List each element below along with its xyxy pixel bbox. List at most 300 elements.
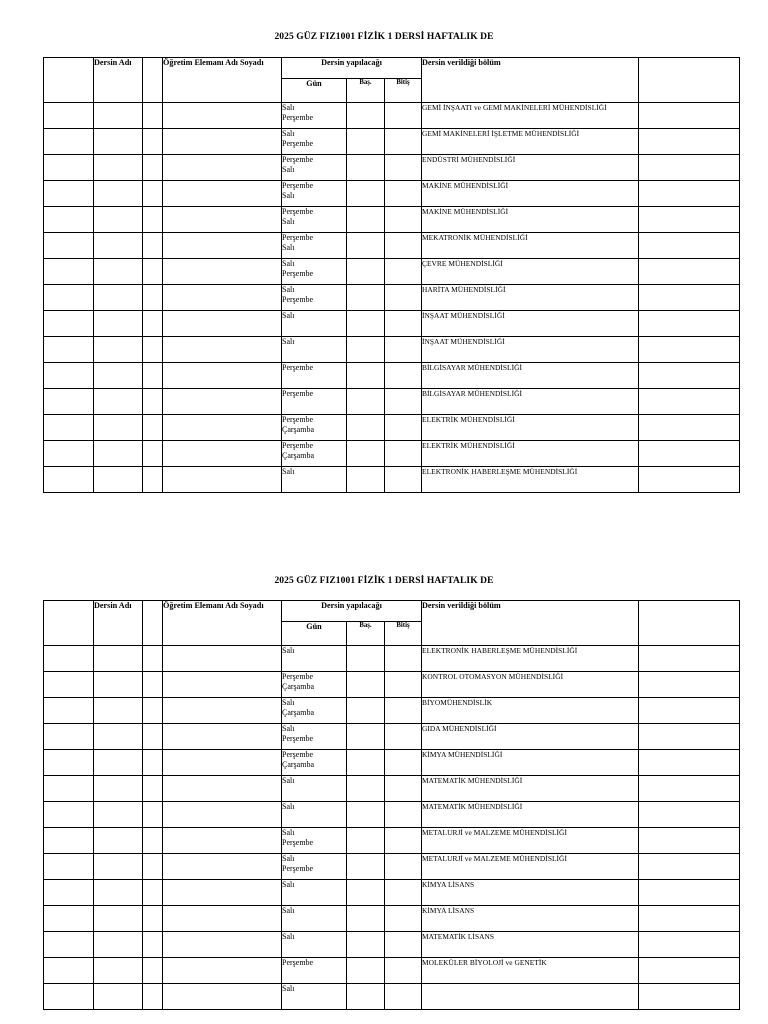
- cell-blank: [639, 259, 740, 285]
- cell-gun: [282, 958, 347, 984]
- department-name: ÇEVRE MÜHENDİSLİĞİ: [422, 259, 503, 268]
- cell-bolum: [422, 285, 639, 311]
- cell-bas: [347, 285, 385, 311]
- cell-blank: [143, 932, 163, 958]
- day-secondary: Perşembe: [282, 112, 314, 122]
- cell-ogretim: [163, 932, 282, 958]
- table-row: [44, 828, 740, 854]
- cell-blank: [44, 776, 94, 802]
- cell-blank: [639, 103, 740, 129]
- cell-blank: [44, 467, 94, 493]
- cell-blank: [44, 129, 94, 155]
- table-row: [44, 880, 740, 906]
- cell-bitis: [385, 337, 422, 363]
- cell-blank: [639, 776, 740, 802]
- cell-bas: [347, 698, 385, 724]
- table-row: [44, 337, 740, 363]
- day-primary: Salı: [282, 337, 295, 346]
- cell-bolum: [422, 441, 639, 467]
- cell-blank: [143, 103, 163, 129]
- day-primary: Salı: [282, 129, 295, 138]
- day-secondary: Perşembe: [282, 863, 314, 873]
- cell-blank: [639, 181, 740, 207]
- cell-blank: [639, 906, 740, 932]
- cell-ogretim: [163, 181, 282, 207]
- cell-gun: [282, 646, 347, 672]
- header-bas: Baş.: [347, 622, 385, 646]
- cell-blank: [639, 984, 740, 1010]
- cell-blank: [44, 802, 94, 828]
- cell-blank: [639, 337, 740, 363]
- cell-ders-adi: [94, 802, 143, 828]
- department-name: GIDA MÜHENDİSLİĞİ: [422, 724, 497, 733]
- cell-bolum: [422, 389, 639, 415]
- cell-bitis: [385, 672, 422, 698]
- cell-gun: [282, 441, 347, 467]
- cell-bolum: [422, 646, 639, 672]
- department-name: İNŞAAT MÜHENDİSLİĞİ: [422, 337, 505, 346]
- cell-bitis: [385, 207, 422, 233]
- header-bitis: Bitiş: [385, 622, 422, 646]
- cell-bolum: [422, 906, 639, 932]
- cell-bas: [347, 828, 385, 854]
- day-secondary: Salı: [282, 190, 295, 200]
- cell-blank: [44, 259, 94, 285]
- cell-blank: [143, 415, 163, 441]
- cell-bolum: [422, 337, 639, 363]
- day-secondary: Çarşamba: [282, 424, 314, 434]
- table-row: [44, 311, 740, 337]
- cell-gun: [282, 415, 347, 441]
- header-ders-adi: Dersin Adı: [94, 58, 143, 103]
- header-blank-1: [44, 601, 94, 646]
- cell-blank: [44, 984, 94, 1010]
- cell-ogretim: [163, 441, 282, 467]
- cell-ders-adi: [94, 724, 143, 750]
- table-row: [44, 698, 740, 724]
- cell-blank: [143, 155, 163, 181]
- cell-bitis: [385, 415, 422, 441]
- day-primary: Salı: [282, 828, 295, 837]
- department-name: GEMİ MAKİNELERİ İŞLETME MÜHENDİSLİĞİ: [422, 129, 580, 138]
- cell-blank: [143, 750, 163, 776]
- cell-ders-adi: [94, 441, 143, 467]
- cell-ders-adi: [94, 776, 143, 802]
- department-name: METALURJİ ve MALZEME MÜHENDİSLİĞİ: [422, 828, 567, 837]
- day-secondary: Çarşamba: [282, 450, 314, 460]
- department-name: KİMYA LİSANS: [422, 880, 475, 889]
- cell-blank: [639, 363, 740, 389]
- cell-ders-adi: [94, 958, 143, 984]
- cell-bas: [347, 415, 385, 441]
- table-row: [44, 415, 740, 441]
- day-primary: Salı: [282, 259, 295, 268]
- cell-gun: [282, 363, 347, 389]
- cell-blank: [639, 750, 740, 776]
- title-2: 2025 GÜZ FIZ1001 FİZİK 1 DERSİ HAFTALIK DE: [274, 576, 494, 586]
- department-name: BİLGİSAYAR MÜHENDİSLİĞİ: [422, 363, 523, 372]
- table-row: [44, 958, 740, 984]
- cell-gun: [282, 129, 347, 155]
- day-primary: Salı: [282, 285, 295, 294]
- cell-ders-adi: [94, 181, 143, 207]
- cell-bitis: [385, 698, 422, 724]
- day-primary: Salı: [282, 854, 295, 863]
- cell-blank: [639, 129, 740, 155]
- cell-bas: [347, 389, 385, 415]
- header-bas: Baş.: [347, 79, 385, 103]
- cell-bolum: [422, 259, 639, 285]
- table-body-2: [44, 646, 740, 1010]
- cell-bas: [347, 207, 385, 233]
- cell-blank: [44, 854, 94, 880]
- cell-bas: [347, 750, 385, 776]
- cell-bolum: [422, 207, 639, 233]
- table-row: [44, 389, 740, 415]
- department-name: MATEMATİK MÜHENDİSLİĞİ: [422, 802, 523, 811]
- cell-ders-adi: [94, 672, 143, 698]
- cell-ders-adi: [94, 854, 143, 880]
- cell-ogretim: [163, 984, 282, 1010]
- cell-blank: [44, 181, 94, 207]
- department-name: ENDÜSTRİ MÜHENDİSLİĞİ: [422, 155, 516, 164]
- cell-blank: [143, 958, 163, 984]
- table-row: [44, 672, 740, 698]
- cell-blank: [143, 467, 163, 493]
- department-name: BİYOMÜHENDİSLİK: [422, 698, 493, 707]
- cell-blank: [44, 750, 94, 776]
- department-name: HARİTA MÜHENDİSLİĞİ: [422, 285, 506, 294]
- department-name: ELEKTRİK MÜHENDİSLİĞİ: [422, 441, 515, 450]
- cell-bitis: [385, 311, 422, 337]
- cell-ders-adi: [94, 155, 143, 181]
- cell-blank: [639, 207, 740, 233]
- table-row: [44, 724, 740, 750]
- table-row: [44, 467, 740, 493]
- day-primary: Salı: [282, 467, 295, 476]
- cell-blank: [44, 932, 94, 958]
- cell-ogretim: [163, 389, 282, 415]
- cell-bitis: [385, 750, 422, 776]
- cell-ogretim: [163, 776, 282, 802]
- cell-gun: [282, 932, 347, 958]
- cell-blank: [44, 415, 94, 441]
- cell-ogretim: [163, 880, 282, 906]
- cell-bolum: [422, 880, 639, 906]
- table-row: [44, 363, 740, 389]
- cell-bolum: [422, 311, 639, 337]
- cell-bolum: [422, 672, 639, 698]
- cell-bitis: [385, 467, 422, 493]
- cell-blank: [639, 958, 740, 984]
- table-row: [44, 441, 740, 467]
- schedule-table-1: [43, 57, 740, 493]
- header-blank-1: [44, 58, 94, 103]
- day-primary: Salı: [282, 103, 295, 112]
- cell-bas: [347, 906, 385, 932]
- cell-bitis: [385, 181, 422, 207]
- cell-ogretim: [163, 854, 282, 880]
- cell-bas: [347, 854, 385, 880]
- cell-bolum: [422, 932, 639, 958]
- department-name: BİLGİSAYAR MÜHENDİSLİĞİ: [422, 389, 523, 398]
- cell-ogretim: [163, 958, 282, 984]
- table-row: [44, 285, 740, 311]
- cell-bas: [347, 337, 385, 363]
- cell-gun: [282, 233, 347, 259]
- day-secondary: Çarşamba: [282, 759, 314, 769]
- cell-ogretim: [163, 828, 282, 854]
- cell-blank: [44, 646, 94, 672]
- cell-blank: [44, 285, 94, 311]
- table-row: [44, 646, 740, 672]
- cell-blank: [639, 233, 740, 259]
- day-secondary: Çarşamba: [282, 707, 314, 717]
- day-primary: Perşembe: [282, 233, 314, 242]
- cell-bas: [347, 259, 385, 285]
- cell-ogretim: [163, 672, 282, 698]
- cell-blank: [143, 207, 163, 233]
- cell-bitis: [385, 646, 422, 672]
- cell-blank: [44, 103, 94, 129]
- cell-blank: [143, 776, 163, 802]
- day-primary: Perşembe: [282, 363, 314, 372]
- day-primary: Salı: [282, 646, 295, 655]
- table-row: [44, 181, 740, 207]
- cell-blank: [639, 389, 740, 415]
- cell-ogretim: [163, 724, 282, 750]
- cell-bolum: [422, 363, 639, 389]
- header-ogretim: Öğretim Elemanı Adı Soyadı: [163, 601, 282, 646]
- cell-blank: [143, 880, 163, 906]
- cell-bolum: [422, 984, 639, 1010]
- table-row: [44, 155, 740, 181]
- department-name: GEMİ İNŞAATI ve GEMİ MAKİNELERİ MÜHENDİSLİĞİ: [422, 103, 607, 112]
- cell-blank: [639, 646, 740, 672]
- cell-bitis: [385, 724, 422, 750]
- cell-bolum: [422, 155, 639, 181]
- cell-blank: [143, 259, 163, 285]
- cell-ders-adi: [94, 103, 143, 129]
- day-primary: Salı: [282, 311, 295, 320]
- day-primary: Salı: [282, 984, 295, 993]
- cell-bas: [347, 672, 385, 698]
- cell-bolum: [422, 103, 639, 129]
- cell-bolum: [422, 854, 639, 880]
- cell-blank: [639, 311, 740, 337]
- cell-ders-adi: [94, 207, 143, 233]
- cell-gun: [282, 259, 347, 285]
- cell-gun: [282, 285, 347, 311]
- table-row: [44, 802, 740, 828]
- header-bolum: Dersin verildiği bölüm: [422, 58, 639, 103]
- cell-blank: [44, 441, 94, 467]
- cell-bas: [347, 958, 385, 984]
- cell-bitis: [385, 363, 422, 389]
- cell-ders-adi: [94, 906, 143, 932]
- cell-gun: [282, 337, 347, 363]
- cell-ders-adi: [94, 932, 143, 958]
- table-row: [44, 259, 740, 285]
- cell-blank: [44, 958, 94, 984]
- table-row: [44, 906, 740, 932]
- header-ogretim: Öğretim Elemanı Adı Soyadı: [163, 58, 282, 103]
- cell-bolum: [422, 802, 639, 828]
- cell-gun: [282, 155, 347, 181]
- cell-blank: [44, 311, 94, 337]
- cell-blank: [44, 363, 94, 389]
- department-name: ELEKTRONİK HABERLEŞME MÜHENDİSLİĞİ: [422, 646, 578, 655]
- cell-ders-adi: [94, 233, 143, 259]
- cell-ogretim: [163, 646, 282, 672]
- cell-blank: [639, 285, 740, 311]
- cell-bitis: [385, 389, 422, 415]
- cell-ogretim: [163, 285, 282, 311]
- day-secondary: Çarşamba: [282, 681, 314, 691]
- cell-blank: [639, 415, 740, 441]
- header-blank-3: [639, 601, 740, 646]
- header-blank-2: [143, 601, 163, 646]
- cell-ogretim: [163, 129, 282, 155]
- cell-bitis: [385, 259, 422, 285]
- cell-bas: [347, 932, 385, 958]
- schedule-table-2: [43, 600, 740, 1010]
- cell-bitis: [385, 103, 422, 129]
- cell-blank: [143, 724, 163, 750]
- cell-bitis: [385, 880, 422, 906]
- cell-blank: [44, 880, 94, 906]
- cell-ogretim: [163, 415, 282, 441]
- cell-bas: [347, 776, 385, 802]
- cell-blank: [44, 906, 94, 932]
- table-row: [44, 854, 740, 880]
- cell-bolum: [422, 828, 639, 854]
- cell-blank: [44, 698, 94, 724]
- header-yapilacagi: Dersin yapılacağı: [282, 601, 422, 622]
- day-secondary: Perşembe: [282, 138, 314, 148]
- cell-ogretim: [163, 259, 282, 285]
- day-secondary: Perşembe: [282, 837, 314, 847]
- cell-blank: [143, 646, 163, 672]
- cell-bas: [347, 984, 385, 1010]
- cell-gun: [282, 984, 347, 1010]
- department-name: KİMYA LİSANS: [422, 906, 475, 915]
- cell-blank: [44, 828, 94, 854]
- table-row: [44, 103, 740, 129]
- cell-blank: [143, 233, 163, 259]
- cell-bas: [347, 363, 385, 389]
- cell-blank: [639, 698, 740, 724]
- cell-blank: [143, 828, 163, 854]
- day-primary: Salı: [282, 698, 295, 707]
- day-secondary: Perşembe: [282, 268, 314, 278]
- cell-gun: [282, 776, 347, 802]
- cell-blank: [143, 363, 163, 389]
- cell-bolum: [422, 467, 639, 493]
- department-name: MAKİNE MÜHENDİSLİĞİ: [422, 207, 509, 216]
- header-ders-adi: Dersin Adı: [94, 601, 143, 646]
- cell-gun: [282, 854, 347, 880]
- cell-gun: [282, 389, 347, 415]
- department-name: MOLEKÜLER BİYOLOJİ ve GENETİK: [422, 958, 547, 967]
- day-primary: Salı: [282, 802, 295, 811]
- cell-ogretim: [163, 698, 282, 724]
- cell-ogretim: [163, 155, 282, 181]
- department-name: İNŞAAT MÜHENDİSLİĞİ: [422, 311, 505, 320]
- cell-ders-adi: [94, 363, 143, 389]
- day-primary: Perşembe: [282, 207, 314, 216]
- cell-bitis: [385, 932, 422, 958]
- table-row: [44, 129, 740, 155]
- cell-ogretim: [163, 207, 282, 233]
- cell-ogretim: [163, 802, 282, 828]
- cell-gun: [282, 906, 347, 932]
- cell-ogretim: [163, 103, 282, 129]
- cell-bitis: [385, 776, 422, 802]
- cell-bitis: [385, 155, 422, 181]
- cell-bas: [347, 181, 385, 207]
- cell-ders-adi: [94, 880, 143, 906]
- cell-ogretim: [163, 233, 282, 259]
- cell-ders-adi: [94, 311, 143, 337]
- cell-blank: [143, 906, 163, 932]
- table-row: [44, 750, 740, 776]
- cell-ders-adi: [94, 828, 143, 854]
- cell-blank: [44, 337, 94, 363]
- cell-bitis: [385, 802, 422, 828]
- header-bitis: Bitiş: [385, 79, 422, 103]
- cell-gun: [282, 672, 347, 698]
- cell-blank: [143, 854, 163, 880]
- day-primary: Salı: [282, 776, 295, 785]
- cell-ders-adi: [94, 415, 143, 441]
- cell-ders-adi: [94, 984, 143, 1010]
- cell-bolum: [422, 698, 639, 724]
- cell-gun: [282, 750, 347, 776]
- cell-blank: [143, 672, 163, 698]
- cell-bas: [347, 233, 385, 259]
- table-body-1: [44, 103, 740, 493]
- cell-bolum: [422, 415, 639, 441]
- cell-blank: [143, 698, 163, 724]
- cell-bitis: [385, 285, 422, 311]
- department-name: ELEKTRİK MÜHENDİSLİĞİ: [422, 415, 515, 424]
- cell-gun: [282, 724, 347, 750]
- cell-gun: [282, 181, 347, 207]
- cell-blank: [143, 389, 163, 415]
- day-primary: Perşembe: [282, 389, 314, 398]
- cell-blank: [143, 441, 163, 467]
- day-primary: Perşembe: [282, 672, 314, 681]
- cell-ders-adi: [94, 646, 143, 672]
- day-secondary: Salı: [282, 242, 295, 252]
- table-row: [44, 233, 740, 259]
- cell-gun: [282, 311, 347, 337]
- cell-bas: [347, 311, 385, 337]
- cell-bas: [347, 880, 385, 906]
- day-primary: Perşembe: [282, 750, 314, 759]
- day-primary: Perşembe: [282, 415, 314, 424]
- table-row: [44, 984, 740, 1010]
- cell-blank: [143, 285, 163, 311]
- cell-blank: [639, 854, 740, 880]
- cell-bolum: [422, 181, 639, 207]
- cell-blank: [143, 311, 163, 337]
- cell-ders-adi: [94, 698, 143, 724]
- cell-gun: [282, 880, 347, 906]
- cell-bitis: [385, 233, 422, 259]
- header-blank-3: [639, 58, 740, 103]
